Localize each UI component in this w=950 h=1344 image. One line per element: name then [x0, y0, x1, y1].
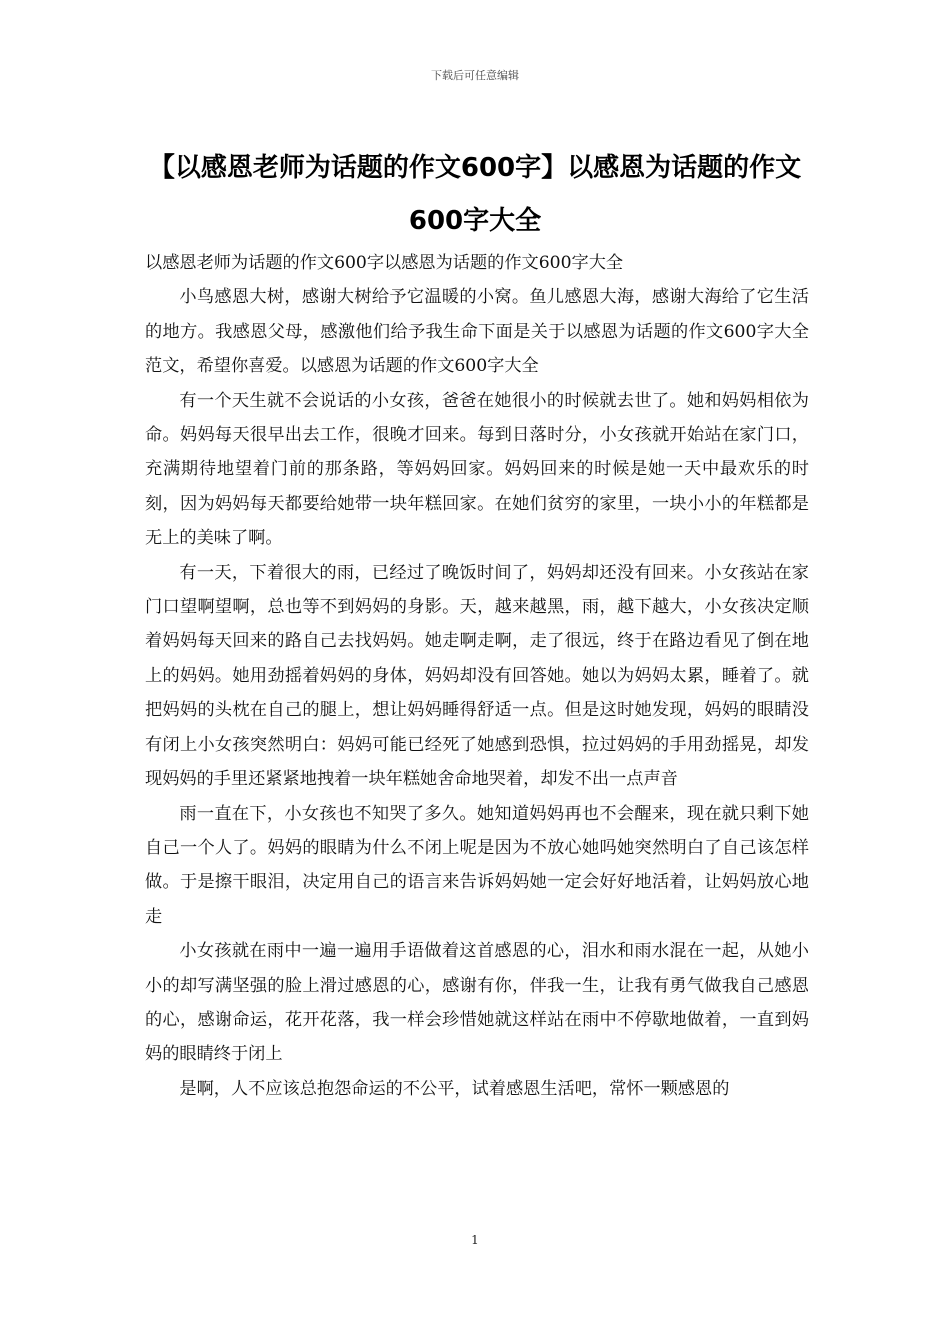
- subtitle-line: 以感恩老师为话题的作文600字以感恩为话题的作文600字大全: [145, 253, 624, 273]
- paragraph: 有一天，下着很大的雨，已经过了晚饭时间了，妈妈却还没有回来。小女孩站在家门口望啊望啊，总也等不到妈妈的身影。天，越来越黑，雨，越下越大，小女孩决定顺着妈妈每天回来的路自己去找妈妈。她走啊走啊，走了很远，终于在路边看见了倒在地上的妈妈。她用劲摇着妈妈的身体，妈妈却没有回答她。她以为妈妈太累，睡着了。就把妈妈的头枕在自己的腿上，想让妈妈睡得舒适一点。但是这时她发现，妈妈的眼睛没有闭上小女孩突然明白：妈妈可能已经死了她感到恐惧，拉过妈妈的手用劲摇晃，却发现妈妈的手里还紧紧地拽着一块年糕她舍命地哭着，却发不出一点声音: [145, 562, 809, 790]
- document-body: [145, 246, 809, 1106]
- document-title: 【以感恩老师为话题的作文600字】以感恩为话题的作文600字大全: [148, 153, 802, 236]
- paragraph: 有一个天生就不会说话的小女孩，爸爸在她很小的时候就去世了。她和妈妈相依为命。妈妈每天很早出去工作，很晚才回来。每到日落时分，小女孩就开始站在家门口，充满期待地望着门前的那条路，等妈妈回家。妈妈回来的时候是她一天中最欢乐的时刻，因为妈妈每天都要给她带一块年糕回家。在她们贫穷的家里，一块小小的年糕都是无上的美味了啊。: [145, 390, 809, 549]
- page-number: 1: [471, 1233, 479, 1247]
- paragraph: 小女孩就在雨中一遍一遍用手语做着这首感恩的心，泪水和雨水混在一起，从她小小的却写满坚强的脸上滑过感恩的心，感谢有你，伴我一生，让我有勇气做我自己感恩的心，感谢命运，花开花落，我一样会珍惜她就这样站在雨中不停歇地做着，一直到妈妈的眼睛终于闭上: [145, 941, 809, 1065]
- paragraph: 小鸟感恩大树，感谢大树给予它温暖的小窝。鱼儿感恩大海，感谢大海给了它生活的地方。我感恩父母，感激他们给予我生命下面是关于以感恩为话题的作文600字大全范文，希望你喜爱。以感恩为话题的作文600字大全: [145, 287, 809, 377]
- paragraph: 是啊，人不应该总抱怨命运的不公平，试着感恩生活吧，常怀一颗感恩的: [179, 1078, 730, 1099]
- paragraph: 雨一直在下，小女孩也不知哭了多久。她知道妈妈再也不会醒来，现在就只剩下她自己一个人了。妈妈的眼睛为什么不闭上呢是因为不放心她吗她突然明白了自己该怎样做。于是擦干眼泪，决定用自己的语言来告诉妈妈她一定会好好地活着，让妈妈放心地走: [145, 803, 809, 927]
- header-note: 下载后可任意编辑: [431, 69, 519, 82]
